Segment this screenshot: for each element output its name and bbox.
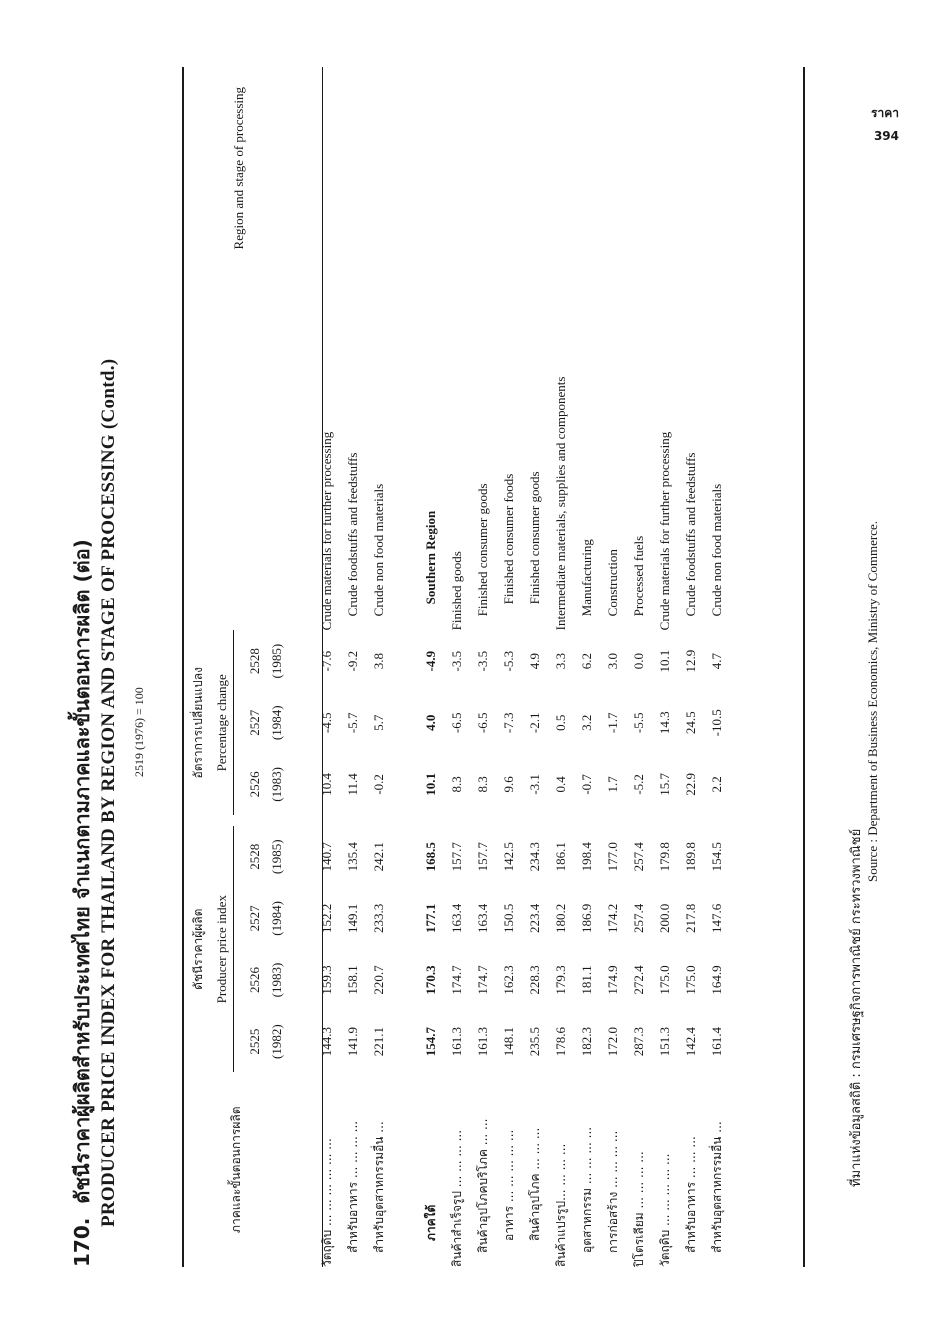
row-label-english: Crude foodstuffs and feedstuffs (683, 452, 698, 617)
ppi-value: 189.8 (683, 842, 698, 872)
row-label-english: Crude foodstuffs and feedstuffs (345, 452, 360, 617)
pct-change-value: -6.5 (449, 712, 464, 734)
ppi-value: 164.9 (709, 965, 724, 995)
ppi-value: 172.0 (605, 1026, 620, 1057)
table-header (185, 67, 288, 1267)
pct-change-value: -5.7 (345, 712, 360, 734)
ppi-value: 272.4 (631, 965, 646, 995)
pct-change-value: -1.7 (605, 712, 620, 734)
ppi-value: 149.1 (345, 903, 360, 934)
row-label-english: Intermediate materials, supplies and components (553, 376, 568, 631)
pct-header-thai: อัตราการเปลี่ยนแปลง (190, 667, 205, 779)
year-en-col3: (1984) (269, 901, 284, 936)
ppi-value: 154.5 (709, 842, 724, 872)
ppi-value: 174.9 (605, 965, 620, 995)
pct-change-value: -5.2 (631, 774, 646, 795)
column-gap (678, 815, 704, 826)
ppi-value: 140.7 (319, 842, 334, 872)
ppi-value: 150.5 (501, 903, 516, 934)
pct-change-value: 15.7 (657, 773, 672, 796)
row-label-thai: สำหรับอุตสาหกรรมอื่น ... (709, 1121, 724, 1253)
year-th-col4: 2528 (247, 843, 262, 870)
table-title-english: PRODUCER PRICE INDEX FOR THAILAND BY REGION AND STAGE OF PROCESSING (Contd.) (98, 358, 119, 1227)
table-row (314, 67, 340, 1267)
column-gap (418, 815, 444, 826)
row-spacer (392, 67, 418, 1267)
table-row (626, 67, 652, 1267)
pct-change-value: 0.4 (553, 776, 568, 793)
pct-change-value: 4.7 (709, 653, 724, 670)
ppi-value: 159.3 (319, 965, 334, 995)
row-label-english: Manufacturing (579, 539, 594, 617)
ppi-value: 177.0 (605, 842, 620, 872)
table-row (444, 67, 470, 1267)
pct-change-value: 11.4 (345, 773, 360, 796)
year-en-col2: (1983) (269, 962, 284, 998)
ppi-value: 175.0 (683, 965, 698, 995)
ppi-value: 142.5 (501, 842, 516, 872)
pct-change-value: 10.1 (657, 649, 672, 673)
row-label-english: Finished consumer foods (501, 473, 516, 605)
year-en-col1: (1982) (269, 1024, 284, 1059)
ppi-value: 242.1 (371, 842, 386, 872)
ppi-value: 177.1 (423, 903, 438, 934)
ppi-value: 257.4 (631, 903, 646, 934)
row-label-english: Crude materials for further processing (319, 431, 334, 631)
pct-change-value: 0.0 (631, 653, 646, 670)
pct-change-value: 4.0 (423, 714, 438, 731)
row-label-thai: สำหรับอุตสาหกรรมอื่น ... (371, 1121, 386, 1253)
ppi-value: 170.3 (423, 965, 438, 995)
ppi-value: 181.1 (579, 965, 594, 995)
ppi-value: 168.5 (423, 842, 438, 872)
table-row (678, 67, 704, 1267)
pct-year-en-col2: (1984) (269, 705, 284, 741)
column-gap (522, 815, 548, 826)
pct-change-value: 3.0 (605, 653, 620, 670)
ppi-value: 182.3 (579, 1026, 594, 1057)
ppi-value: 221.1 (371, 1026, 386, 1057)
pct-change-value: 3.8 (371, 653, 386, 670)
table-title-thai: 170.ดัชนีราคาผู้ผลิตสำหรับประเทศไทย จำแนกตามภาคและขั้นตอนการผลิต (ต่อ) (70, 539, 94, 1267)
row-label-english: Processed fuels (631, 535, 646, 617)
row-label-english: Crude materials for further processing (657, 431, 672, 631)
column-gap (470, 815, 496, 826)
row-label-header-thai: ภาคและขั้นตอนการผลิต (229, 1106, 243, 1233)
ppi-value: 151.3 (657, 1026, 672, 1057)
pct-header-english: Percentage change (211, 630, 234, 815)
row-label-thai: อาหาร ... ... ... ... ... (501, 1129, 516, 1241)
pct-year-th-col1: 2526 (247, 771, 262, 798)
ppi-value: 147.6 (709, 903, 724, 934)
column-gap (314, 815, 340, 826)
pct-change-value: -3.1 (527, 774, 542, 795)
ppi-value: 152.2 (319, 903, 334, 934)
pct-change-value: 6.2 (579, 653, 594, 670)
ppi-value: 186.9 (579, 903, 594, 934)
ppi-value: 163.4 (449, 903, 464, 934)
ppi-value: 175.0 (657, 965, 672, 995)
pct-year-en-col3: (1985) (269, 643, 284, 679)
ppi-value: 223.4 (527, 903, 542, 934)
ppi-value: 233.3 (371, 903, 386, 934)
ppi-value: 179.3 (553, 965, 568, 995)
pct-change-value: 3.2 (579, 714, 594, 731)
table-row (574, 67, 600, 1267)
row-label-thai: สินค้าอุปโภคบริโภค ... ... (475, 1118, 490, 1253)
table-bottom-rule (803, 67, 805, 1267)
pct-change-value: 1.7 (605, 776, 620, 793)
pct-change-value: -2.1 (527, 712, 542, 734)
ppi-value: 178.6 (553, 1026, 568, 1057)
ppi-value: 163.4 (475, 903, 490, 934)
pct-year-th-col3: 2528 (247, 648, 262, 675)
pct-change-value: -5.5 (631, 712, 646, 734)
row-label-thai: ปิโตรเลียม ... ... ... ... (631, 1151, 646, 1267)
table-row (496, 67, 522, 1267)
column-gap (340, 815, 366, 826)
ppi-value: 161.3 (449, 1026, 464, 1057)
table-row (600, 67, 626, 1267)
table-row (704, 67, 730, 1267)
row-label-english: Finished consumer goods (527, 471, 542, 605)
table-row (340, 67, 366, 1267)
ppi-value: 287.3 (631, 1026, 646, 1057)
row-label-header-english: Region and stage of processing (231, 87, 246, 250)
column-gap (366, 815, 392, 826)
row-spacer (288, 67, 314, 1267)
column-gap (600, 815, 626, 826)
table-row (522, 67, 548, 1267)
column-gap (496, 815, 522, 826)
pct-change-value: 2.2 (709, 776, 724, 793)
pct-change-value: -6.5 (475, 712, 490, 734)
pct-change-value: 9.6 (501, 776, 516, 793)
row-label-thai: การก่อสร้าง ... ... ... ... (605, 1130, 620, 1253)
row-label-thai: สำหรับอาหาร ... ... ... ... (345, 1120, 360, 1253)
pct-change-value: -0.7 (579, 774, 594, 795)
table-row (548, 67, 574, 1267)
pct-change-value: -7.3 (501, 712, 516, 734)
source-note-thai: ที่มาแห่งข้อมูลสถิติ : กรมเศรษฐกิจการพาณิชย์ กระทรวงพาณิชย์ (849, 828, 864, 1187)
pct-change-value: -3.5 (475, 650, 490, 672)
ppi-value: 174.7 (449, 965, 464, 995)
pct-change-value: 5.7 (371, 714, 386, 731)
ppi-value: 200.0 (657, 903, 672, 934)
table-row (366, 67, 392, 1267)
pct-change-value: 10.4 (319, 773, 334, 796)
table-row (652, 67, 678, 1267)
pct-change-value: 8.3 (449, 776, 464, 793)
pct-change-value: 4.9 (527, 653, 542, 670)
ppi-value: 220.7 (371, 965, 386, 995)
row-label-english: Crude non food materials (371, 483, 386, 617)
year-th-col2: 2526 (247, 967, 262, 993)
pct-change-value: -5.3 (501, 650, 516, 672)
ppi-value: 186.1 (553, 842, 568, 872)
ppi-value: 180.2 (553, 903, 568, 934)
ppi-value: 161.3 (475, 1026, 490, 1057)
row-label-thai: วัตถุดิบ ... ... ... ... ... ... (319, 1138, 334, 1267)
row-label-english: Construction (605, 549, 620, 617)
pct-change-value: -7.6 (319, 650, 334, 672)
ppi-value: 141.9 (345, 1026, 360, 1057)
year-th-col1: 2525 (247, 1028, 262, 1055)
source-note-english: Source : Department of Business Economics, Ministry of Commerce. (865, 520, 880, 882)
corner-section-label: ราคา (871, 106, 899, 120)
ppi-table (185, 67, 730, 1267)
row-label-thai: สินค้าแปรรูป... ... ... ... (553, 1143, 568, 1267)
corner-page-number: 394 (873, 129, 899, 143)
ppi-value: 142.4 (683, 1026, 698, 1057)
column-gap (548, 815, 574, 826)
pct-change-value: -9.2 (345, 650, 360, 672)
year-en-col4: (1985) (269, 839, 284, 875)
row-label-english: Southern Region (423, 510, 438, 605)
row-label-thai: วัตถุดิบ ... ... ... ... ... (657, 1153, 672, 1267)
row-label-thai: ภาคใต้ (423, 1204, 438, 1241)
pct-change-value: 12.9 (683, 649, 698, 673)
year-th-col3: 2527 (247, 905, 262, 932)
table-row (470, 67, 496, 1267)
pct-year-th-col2: 2527 (247, 709, 262, 736)
row-label-thai: สินค้าอุปโภค ... ... ... (527, 1127, 542, 1241)
ppi-value: 217.8 (683, 903, 698, 934)
row-label-english: Finished goods (449, 551, 464, 631)
pct-change-value: 24.5 (683, 711, 698, 735)
column-gap (704, 815, 730, 826)
row-label-thai: สินค้าสำเร็จรูป ... ... ... ... (449, 1129, 464, 1267)
ppi-value: 144.3 (319, 1026, 334, 1057)
pct-change-value: -10.5 (709, 709, 724, 737)
pct-change-value: 8.3 (475, 776, 490, 793)
row-label-thai: อุตสาหกรรม ... ... ... ... (579, 1126, 594, 1253)
column-gap (652, 815, 678, 826)
ppi-header-english: Producer price index (211, 826, 234, 1072)
ppi-header-thai: ดัชนีราคาผู้ผลิต (190, 908, 205, 990)
ppi-value: 161.4 (709, 1026, 724, 1057)
ppi-value: 179.8 (657, 842, 672, 872)
pct-change-value: -4.9 (423, 650, 438, 672)
base-year-note: 2519 (1976) = 100 (132, 687, 146, 777)
ppi-value: 198.4 (579, 842, 594, 872)
table-number: 170. (70, 1217, 94, 1267)
pct-change-value: 14.3 (657, 711, 672, 735)
ppi-value: 157.7 (475, 842, 490, 872)
row-label-thai: สำหรับอาหาร ... ... ... (683, 1136, 698, 1253)
row-label-english: Crude non food materials (709, 483, 724, 617)
pct-year-en-col1: (1983) (269, 767, 284, 802)
column-gap (444, 815, 470, 826)
pct-change-value: 0.5 (553, 714, 568, 731)
pct-change-value: 3.3 (553, 653, 568, 670)
region-heading-row (418, 67, 444, 1267)
table-body (288, 67, 730, 1267)
pct-change-value: -4.5 (319, 712, 334, 734)
column-gap (626, 815, 652, 826)
ppi-value: 257.4 (631, 842, 646, 872)
table-top-rule (182, 67, 184, 1267)
ppi-value: 157.7 (449, 842, 464, 872)
ppi-value: 234.3 (527, 842, 542, 872)
pct-change-value: -0.2 (371, 774, 386, 795)
ppi-value: 158.1 (345, 965, 360, 995)
ppi-value: 148.1 (501, 1026, 516, 1057)
ppi-value: 235.5 (527, 1026, 542, 1057)
pct-change-value: 22.9 (683, 773, 698, 796)
pct-change-value: 10.1 (423, 773, 438, 796)
ppi-value: 228.3 (527, 965, 542, 995)
ppi-value: 174.7 (475, 965, 490, 995)
ppi-value: 154.7 (423, 1026, 438, 1057)
row-label-english: Finished consumer goods (475, 483, 490, 617)
pct-change-value: -3.5 (449, 650, 464, 672)
ppi-value: 162.3 (501, 965, 516, 995)
column-gap (574, 815, 600, 826)
ppi-value: 174.2 (605, 903, 620, 934)
ppi-value: 135.4 (345, 842, 360, 872)
